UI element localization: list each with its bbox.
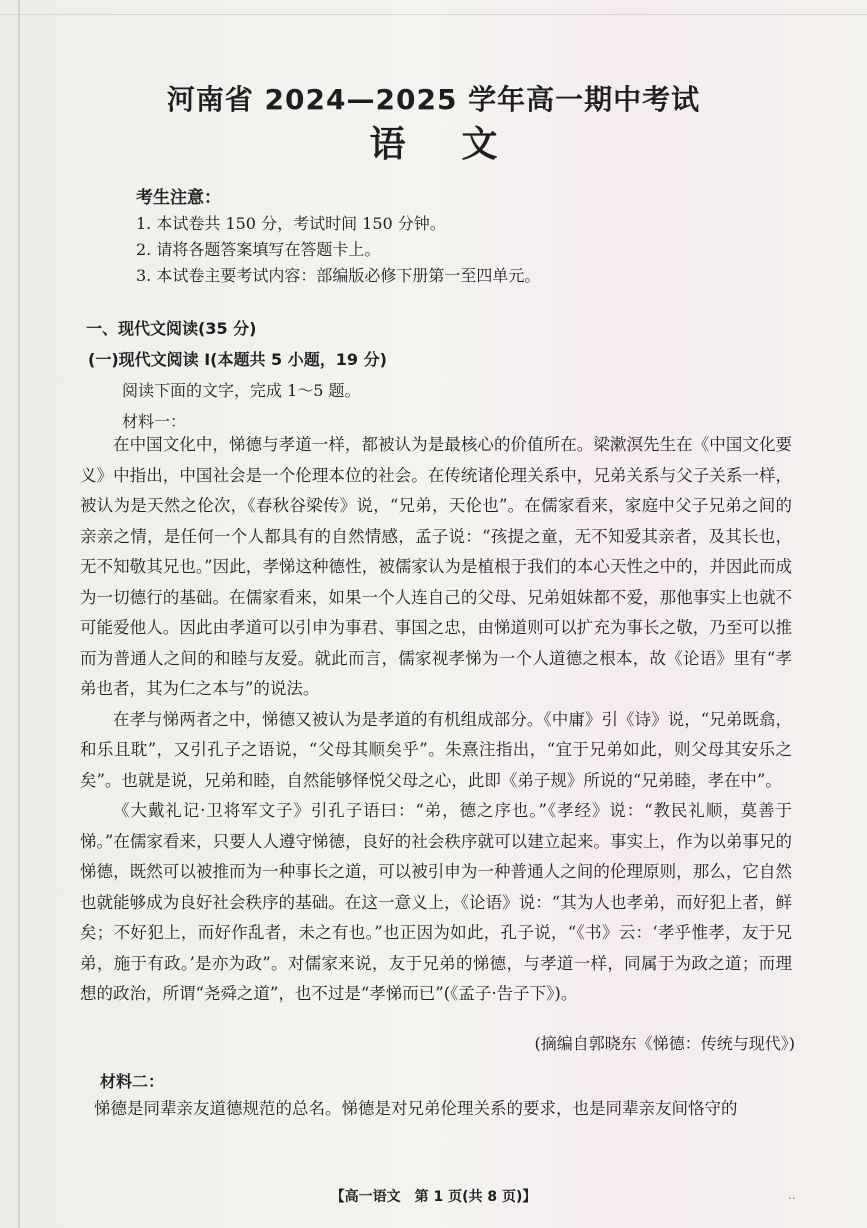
scan-left-edge bbox=[18, 0, 20, 1228]
subject-title: 语文 bbox=[369, 124, 554, 165]
candidate-notice bbox=[136, 185, 786, 289]
subsection-title: (一)现代文阅读 Ⅰ(本题共 5 小题，19 分) bbox=[88, 350, 387, 369]
page-footer: 【高一语文 第 1 页(共 8 页)】 bbox=[330, 1189, 537, 1205]
corner-marks: .. bbox=[788, 1188, 796, 1202]
notice-item: 3. 本试卷主要考试内容：部编版必修下册第一至四单元。 bbox=[136, 266, 541, 285]
material-one-source: (摘编自郭晓东《悌德：传统与现代》) bbox=[534, 1034, 795, 1053]
paragraph: 在中国文化中，悌德与孝道一样，都被认为是最核心的价值所在。梁漱溟先生在《中国文化要义》中指出，中国社会是一个伦理本位的社会。在传统诸伦理关系中，兄弟关系与父子关系一样，被认为是天然之伦次，《春秋谷梁传》说，“兄弟，天伦也”。在儒家看来，家庭中父子兄弟之间的亲亲之情，是任何一个人都具有的自然情感，孟子说：“孩提之童，无不知爱其亲者，及其长也，无不知敬其兄也。”因此，孝悌这种德性，被儒家认为是植根于我们的本心天性之中的，并因此而成为一切德行的基础。在儒家看来，如果一个人连自己的父母、兄弟姐妹都不爱，那他事实上也就不可能爱他人。因此由孝道可以引申为事君、事国之忠，由悌道则可以扩充为事长之敬，乃至可以推而为普通人之间的和睦与友爱。就此而言，儒家视孝悌为一个人道德之根本，故《论语》里有“孝弟也者，其为仁之本与”的说法。 bbox=[80, 435, 792, 698]
paragraph: 悌德是同辈亲友道德规范的总名。悌德是对兄弟伦理关系的要求，也是同辈亲友间恪守的 bbox=[94, 1099, 738, 1118]
paragraph: 《大戴礼记·卫将军文子》引孔子语曰：“弟，德之序也。”《孝经》说：“教民礼顺，莫善于悌。”在儒家看来，只要人人遵守悌德，良好的社会秩序就可以建立起来。事实上，作为以弟事兄的悌德，既然可以被推而为一种事长之道，可以被引申为一种普通人之间的伦理原则，那么，它自然也就能够成为良好社会秩序的基础。在这一意义上，《论语》说：“其为人也孝弟，而好犯上者，鲜矣；不好犯上，而好作乱者，未之有也。”也正因为如此，孔子说，“《书》云：‘孝乎惟孝，友于兄弟，施于有政。’是亦为政”。对儒家来说，友于兄弟的悌德，与孝道一样，同属于为政之道；而理想的政治，所谓“尧舜之道”，也不过是“孝悌而已”(《孟子·告子下》)。 bbox=[80, 801, 792, 1003]
notice-heading: 考生注意： bbox=[136, 188, 221, 208]
scan-top-edge bbox=[0, 14, 867, 15]
exam-title: 河南省 2024—2025 学年高一期中考试 bbox=[166, 83, 701, 116]
paragraph: 在孝与悌两者之中，悌德又被认为是孝道的有机组成部分。《中庸》引《诗》说，“兄弟既翕，和乐且耽”，又引孔子之语说，“父母其顺矣乎”。朱熹注指出，“宜于兄弟如此，则父母其安乐之矣”。也就是说，兄弟和睦，自然能够怿悦父母之心，此即《弟子规》所说的“兄弟睦，孝在中”。 bbox=[80, 709, 792, 790]
material-one-body bbox=[80, 430, 792, 1010]
section-title: 一、现代文阅读(35 分) bbox=[86, 319, 257, 338]
material-two-label: 材料二： bbox=[100, 1072, 165, 1091]
notice-item: 1. 本试卷共 150 分，考试时间 150 分钟。 bbox=[136, 214, 446, 233]
reading-instruction: 阅读下面的文字，完成 1～5 题。 bbox=[122, 381, 361, 400]
material-two-body bbox=[94, 1094, 794, 1125]
notice-item: 2. 请将各题答案填写在答题卡上。 bbox=[136, 240, 381, 259]
material-one-label: 材料一： bbox=[122, 412, 187, 431]
